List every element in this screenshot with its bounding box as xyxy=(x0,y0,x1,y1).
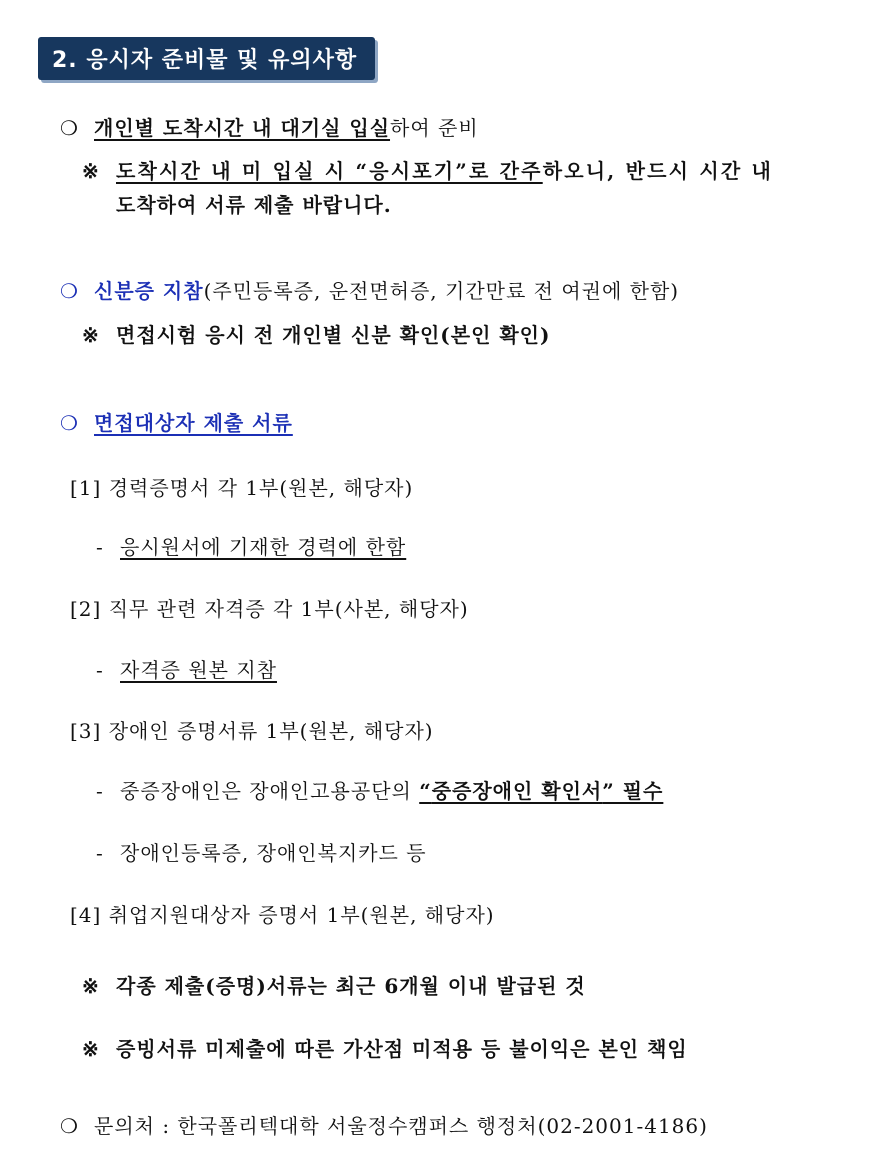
circle-bullet-icon: ❍ xyxy=(60,411,79,435)
arrival-note-emph: 도착시간 내 미 입실 시 “응시포기”로 간주 xyxy=(116,159,543,183)
arrival-heading-emph: 개인별 도착시간 내 대기실 입실 xyxy=(94,116,391,140)
documents-note-1-text: 각종 제출(증명)서류는 최근 6개월 이내 발급된 것 xyxy=(116,974,586,998)
document-item-2-sub-text: 자격증 원본 지참 xyxy=(120,658,277,682)
arrival-note-rest: 하오니, 반드시 시간 내 xyxy=(542,159,774,183)
document-item-3-sub-2 xyxy=(96,837,427,866)
document-item-3-sub-1 xyxy=(96,775,663,804)
circle-bullet-icon: ❍ xyxy=(60,279,79,303)
contact-text: 문의처 : 한국폴리텍대학 서울정수캠퍼스 행정처(02-2001-4186) xyxy=(94,1114,708,1138)
note-mark-icon: ※ xyxy=(82,323,100,347)
documents-note-2 xyxy=(82,1033,688,1062)
section-title: 2. 응시자 준비물 및 유의사항 xyxy=(38,37,375,80)
document-item-3: [3] 장애인 증명서류 1부(원본, 해당자) xyxy=(70,719,434,743)
circle-bullet-icon: ❍ xyxy=(60,1114,79,1138)
note-mark-icon: ※ xyxy=(82,1037,100,1061)
documents-note-1 xyxy=(82,970,586,999)
id-heading xyxy=(60,275,679,304)
arrival-note xyxy=(82,155,773,184)
id-heading-emph: 신분증 지참 xyxy=(94,279,204,303)
arrival-heading xyxy=(60,112,479,141)
arrival-heading-rest: 하여 준비 xyxy=(390,116,479,140)
id-note-text: 면접시험 응시 전 개인별 신분 확인(본인 확인) xyxy=(116,323,551,347)
document-item-1: [1] 경력증명서 각 1부(원본, 해당자) xyxy=(70,476,414,500)
dash: - xyxy=(96,779,104,803)
document-item-3-sub-1-quote-open: “ xyxy=(419,779,432,803)
document-item-2: [2] 직무 관련 자격증 각 1부(사본, 해당자) xyxy=(70,597,469,621)
documents-heading-text: 면접대상자 제출 서류 xyxy=(94,411,293,435)
note-mark-icon: ※ xyxy=(82,159,101,183)
dash: - xyxy=(96,841,104,865)
id-heading-rest: (주민등록증, 운전면허증, 기간만료 전 여권에 한함) xyxy=(203,279,680,303)
documents-heading xyxy=(60,407,293,436)
documents-note-2-text: 증빙서류 미제출에 따른 가산점 미적용 등 불이익은 본인 책임 xyxy=(116,1037,688,1061)
document-item-2-sub xyxy=(96,654,277,683)
document-item-1-sub xyxy=(96,531,406,560)
document-item-3-sub-1-emph: 중증장애인 확인서 xyxy=(431,779,603,803)
dash: - xyxy=(96,658,104,682)
document-item-4: [4] 취업지원대상자 증명서 1부(원본, 해당자) xyxy=(70,903,495,927)
note-mark-icon: ※ xyxy=(82,974,100,998)
document-item-3-sub-2-text: 장애인등록증, 장애인복지카드 등 xyxy=(120,841,427,865)
document-item-3-sub-1-plain: 중증장애인은 장애인고용공단의 xyxy=(120,779,420,803)
document-item-3-sub-1-quote-close: ” 필수 xyxy=(602,779,664,803)
circle-bullet-icon: ❍ xyxy=(60,116,79,140)
dash: - xyxy=(96,535,104,559)
document-item-1-sub-text: 응시원서에 기재한 경력에 한함 xyxy=(120,535,407,559)
id-note xyxy=(82,319,550,348)
contact-line xyxy=(60,1110,708,1139)
arrival-note-line2: 도착하여 서류 제출 바랍니다. xyxy=(116,193,392,217)
